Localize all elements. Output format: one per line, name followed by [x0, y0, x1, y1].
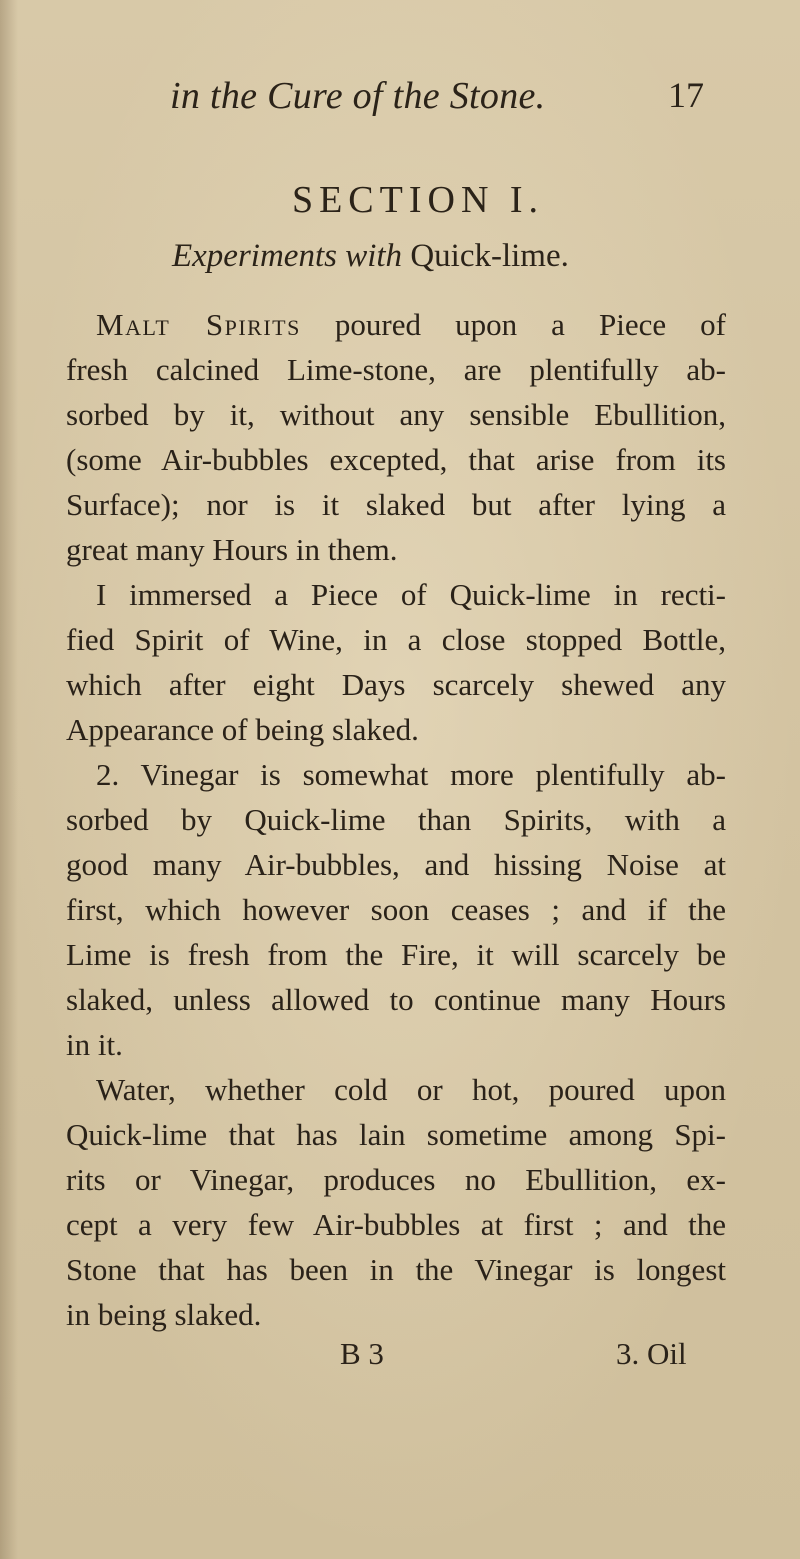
- line-text: poured upon a Piece of: [300, 307, 726, 342]
- page-footer: [0, 1336, 800, 1380]
- paragraph-line: in it.: [66, 1027, 123, 1062]
- paragraph-line: I immersed a Piece of Quick-lime in recti-: [96, 577, 726, 612]
- paragraph-line: slaked, unless allowed to continue many Hours: [66, 982, 726, 1017]
- paragraph-line: cept a very few Air-bubbles at first ; and the: [66, 1207, 726, 1242]
- section-subtitle-italic: Experiments with: [172, 238, 403, 274]
- paragraph-line: rits or Vinegar, produces no Ebullition, ex-: [66, 1162, 726, 1197]
- paragraph-line: sorbed by Quick-lime than Spirits, with a: [66, 802, 726, 837]
- paragraph-line: 2. Vinegar is somewhat more plentifully ab-: [96, 757, 726, 792]
- paragraph-line: (some Air-bubbles excepted, that arise from its: [66, 442, 726, 477]
- paragraph-line: Quick-lime that has lain sometime among Spi-: [66, 1117, 726, 1152]
- running-title: in the Cure of the Stone.: [170, 75, 546, 117]
- paragraph-line: Lime is fresh from the Fire, it will scarcely be: [66, 937, 726, 972]
- running-head: [0, 70, 800, 120]
- body-text: [66, 302, 726, 1337]
- page-number: 17: [668, 75, 704, 115]
- section-heading: SECTION I.: [291, 179, 545, 221]
- smallcaps-lead: Malt Spirits: [96, 307, 301, 342]
- paragraph-line: fresh calcined Lime-stone, are plentifully ab-: [66, 352, 726, 387]
- paragraph-line: fied Spirit of Wine, in a close stopped Bottle,: [66, 622, 726, 657]
- section-subtitle-roman: Quick-lime.: [410, 238, 569, 274]
- paragraph-line: Stone that has been in the Vinegar is longest: [66, 1252, 726, 1287]
- paragraph-line: great many Hours in them.: [66, 532, 398, 567]
- paragraph-line: Water, whether cold or hot, poured upon: [96, 1072, 726, 1107]
- paragraph-line: good many Air-bubbles, and hissing Noise at: [66, 847, 726, 882]
- signature-mark: B 3: [340, 1336, 384, 1371]
- paragraph-line: [66, 302, 726, 347]
- catchword: 3. Oil: [616, 1336, 687, 1371]
- paragraph-line: Appearance of being slaked.: [66, 712, 419, 747]
- paragraph-line: which after eight Days scarcely shewed any: [66, 667, 726, 702]
- paragraph-line: sorbed by it, without any sensible Ebullition,: [66, 397, 726, 432]
- paragraph-line: first, which however soon ceases ; and if the: [66, 892, 726, 927]
- section-subtitle: [172, 238, 569, 275]
- gutter-shadow: [0, 0, 18, 1559]
- paragraph-line: in being slaked.: [66, 1297, 262, 1332]
- paragraph-line: Surface); nor is it slaked but after lying a: [66, 487, 726, 522]
